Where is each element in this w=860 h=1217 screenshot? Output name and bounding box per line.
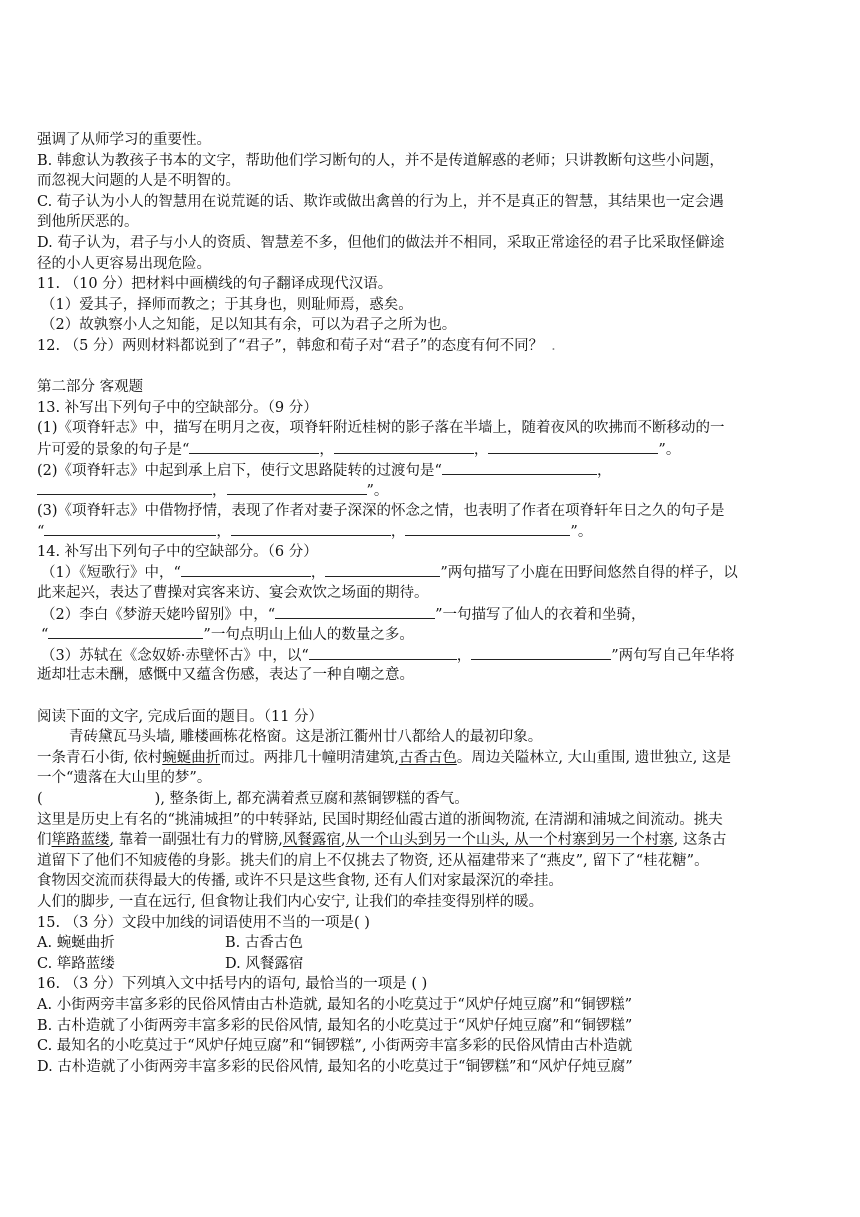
passage-para-4-line4: 食物因交流而获得最大的传播, 或许不只是这些食物, 还有人们对家最深沉的牵挂。 [37,873,563,890]
comma: ， [596,462,612,479]
q15-option-d[interactable]: D. 风餐露宿 [225,955,304,972]
comma: ， [473,441,489,458]
q14-1-line2: 此来起兴，表达了曹操对宾客来访、宴会欢饮之场面的期待。 [37,585,429,602]
q10-option-b-line2: 而忽视大问题的人是不明智的。 [37,173,240,190]
q15-options-row2 [37,954,807,975]
fill-blank[interactable] [48,624,203,639]
q10-tail: 强调了从师学习的重要性。 [37,132,211,148]
fill-blank[interactable] [227,480,367,495]
fill-blank[interactable] [189,439,319,454]
q14-1-line1 [37,562,807,583]
fill-blank[interactable] [334,439,474,454]
q14-1-prefix: （1）《短歌行》中，“ [41,565,181,582]
q12-text: 12. （5 分）两则材料都说到了“君子”，韩愈和荀子对“君子”的态度有何不同？ [37,337,544,354]
comma: ， [216,524,231,541]
q11-sentence-2: （2）故孰察小人之知能，足以知其有余，可以为君子之所为也。 [41,317,457,334]
text-run: , 靠着一副强壮有力的臂膀, [109,832,283,849]
passage-para-4-line3: 道留下了他们不知疲倦的身影。挑夫们的肩上不仅挑去了物资, 还从福建带来了“燕皮”, 留下了“桂花糖”。 [37,852,709,869]
q13-1-line2 [37,439,807,460]
comma: ， [212,483,227,500]
fill-blank[interactable] [231,521,391,536]
q13-2-suffix: ”。 [366,483,389,500]
open-quote: “ [41,627,49,644]
open-quote: “ [37,524,45,541]
underlined-term: 蜿蜒曲折 [162,749,221,766]
fill-blank[interactable] [442,460,597,475]
q16-option-a[interactable]: A. 小街两旁丰富多彩的民俗风情由古朴造就, 最知名的小吃莫过于“风炉仔炖豆腐”和“铜锣糕” [37,996,633,1013]
passage-para-2-line1 [37,748,807,769]
q10-option-b-line1: B. 韩愈认为教孩子书本的文字，帮助他们学习断句的人，并不是传道解惑的老师；只讲教断句这些小问题， [37,152,724,169]
q14-2-line2 [37,624,807,645]
q12-tail-mark: . [551,337,556,354]
q11-sentence-1: （1）爱其子，择师而教之；于其身也，则耻师焉，惑矣。 [41,296,413,313]
q14-3-suffix: ”两句写自己年华将 [611,647,735,664]
q10-option-d-line1: D. 荀子认为，君子与小人的资质、智慧差不多，但他们的做法并不相同，采取正常途径的君子比采取怪僻途 [37,234,725,251]
passage-para-4-line2 [37,830,807,851]
q15-option-a[interactable]: A. 蜿蜒曲折 [37,935,115,952]
q16-option-b[interactable]: B. 古朴造就了小街两旁丰富多彩的民俗风情, 最知名的小吃莫过于“风炉仔炖豆腐”和“铜锣糕” [37,1017,633,1034]
q13-2-prefix: (2)《项脊轩志》中起到承上启下，使行文思路陡转的过渡句是“ [37,462,442,479]
fill-blank[interactable] [37,480,212,495]
text-run: 。周边关隘林立, 大山重围, 遗世独立, 这是 [456,749,731,766]
text-run: , [340,832,346,849]
spacer [37,357,807,378]
q12-prompt [37,336,807,357]
text-run: ), 整条街上, 都充满着煮豆腐和蒸铜锣糕的香气。 [154,791,469,807]
bracket-open: ( [37,791,43,807]
underlined-term: 风餐露宿 [282,832,341,849]
q14-1-suffix: ”两句描写了小鹿在田野间悠然自得的样子，以 [440,565,738,582]
reading-intro: 阅读下面的文字, 完成后面的题目。（11 分） [37,708,324,725]
q14-2-line2-suffix: ”一句点明山上仙人的数量之多。 [203,627,414,644]
text-run: 们 [37,832,52,849]
passage-para-5: 人们的脚步, 一直在远行, 但食物让我们内心安宁, 让我们的牵挂变得别样的暖。 [37,893,544,910]
passage-para-4-line1: 这里是历史上有名的“挑浦城担”的中转驿站, 民国时期经仙霞古道的浙闽物流, 在清湖和浦城之间流动。挑夫 [37,811,723,828]
passage-para-1: 青砖黛瓦马头墙, 雕楼画栋花格窗。这是浙江衢州廿八都给人的最初印象。 [69,729,543,746]
text-run: 而过。两排几十幢明清建筑, [220,749,399,766]
comma: ， [319,441,334,458]
underlined-term: 古香古色 [398,749,457,766]
q11-prompt: 11. （10 分）把材料中画横线的句子翻译成现代汉语。 [37,276,393,293]
passage-para-2-line2: 一个“遗落在大山里的梦”。 [37,770,212,787]
underlined-term: 从一个山头到另一个山头, 从一个村寨到另一个村寨 [345,832,674,849]
fill-blank[interactable] [309,645,457,660]
q15-prompt: 15. （3 分）文段中加线的词语使用不当的一项是( ) [37,914,370,931]
q13-prompt: 13. 补写出下列句子中的空缺部分。（9 分） [37,399,318,416]
fill-blank[interactable] [488,439,658,454]
text-run: , 这条古 [673,832,727,849]
q13-1-prefix: 片可爱的景象的句子是“ [37,441,190,458]
fill-blank[interactable] [44,521,216,536]
q13-3-line2 [37,521,807,542]
q13-1-suffix: ”。 [658,441,681,458]
q14-2-suffix: ”一句描写了仙人的衣着和坐骑， [435,606,646,623]
q16-option-c[interactable]: C. 最知名的小吃莫过于“风炉仔炖豆腐”和“铜锣糕”, 小街两旁丰富多彩的民俗风情由古朴造就 [37,1038,633,1055]
comma: ， [390,524,406,541]
q14-3-prefix: （3）苏轼在《念奴娇·赤壁怀古》中，以“ [41,647,309,664]
q13-2-line2 [37,480,807,501]
exam-page [37,130,807,1077]
fill-blank[interactable] [181,562,311,577]
q16-option-d[interactable]: D. 古朴造就了小街两旁丰富多彩的民俗风情, 最知名的小吃莫过于“铜锣糕”和“风炉仔炖豆腐” [37,1058,633,1075]
q14-3-line2: 逝却壮志未酬，感慨中又蕴含伤感，表达了一种自嘲之意。 [37,667,414,684]
q15-options-row1 [37,933,807,954]
q15-option-c[interactable]: C. 筚路蓝缕 [37,955,115,972]
underlined-term: 筚路蓝缕 [51,832,110,849]
comma: ， [456,647,472,664]
fill-blank[interactable] [471,645,611,660]
q10-option-c-line1: C. 荀子认为小人的智慧用在说荒诞的话、欺诈或做出禽兽的行为上，并不是真正的智慧，其结果也一定会遇 [37,193,724,210]
fill-blank[interactable] [405,521,570,536]
q13-3-suffix: ”。 [570,524,593,541]
passage-para-3 [37,789,807,810]
fill-blank[interactable] [325,562,440,577]
q10-option-c-line2: 到他所厌恶的。 [37,214,139,231]
q10-option-d-line2: 径的小人更容易出现危险。 [37,255,211,272]
q15-option-b[interactable]: B. 古香古色 [225,935,303,952]
q13-3-line1: (3)《项脊轩志》中借物抒情，表现了作者对妻子深深的怀念之情，也表明了作者在项脊轩年日之久的句子是 [37,502,725,519]
q13-1-line1: (1)《项脊轩志》中，描写在明月之夜，项脊轩附近桂树的影子落在半墙上，随着夜风的吹拂而不断移动的一 [37,420,725,437]
q14-2-line1 [37,604,807,625]
text-run: 一条青石小街, 依村 [37,749,163,766]
q13-2-line1 [37,460,807,481]
q16-prompt: 16. （3 分）下列填入文中括号内的语句, 最恰当的一项是 ( ) [37,976,428,993]
comma: ， [310,565,326,582]
q14-3-line1 [37,645,807,666]
part-two-heading: 第二部分 客观题 [37,379,144,396]
fill-blank[interactable] [275,604,435,619]
spacer [37,686,807,707]
q14-2-prefix: （2）李白《梦游天姥吟留别》中，“ [41,606,276,623]
q14-prompt: 14. 补写出下列句子中的空缺部分。（6 分） [37,543,318,560]
